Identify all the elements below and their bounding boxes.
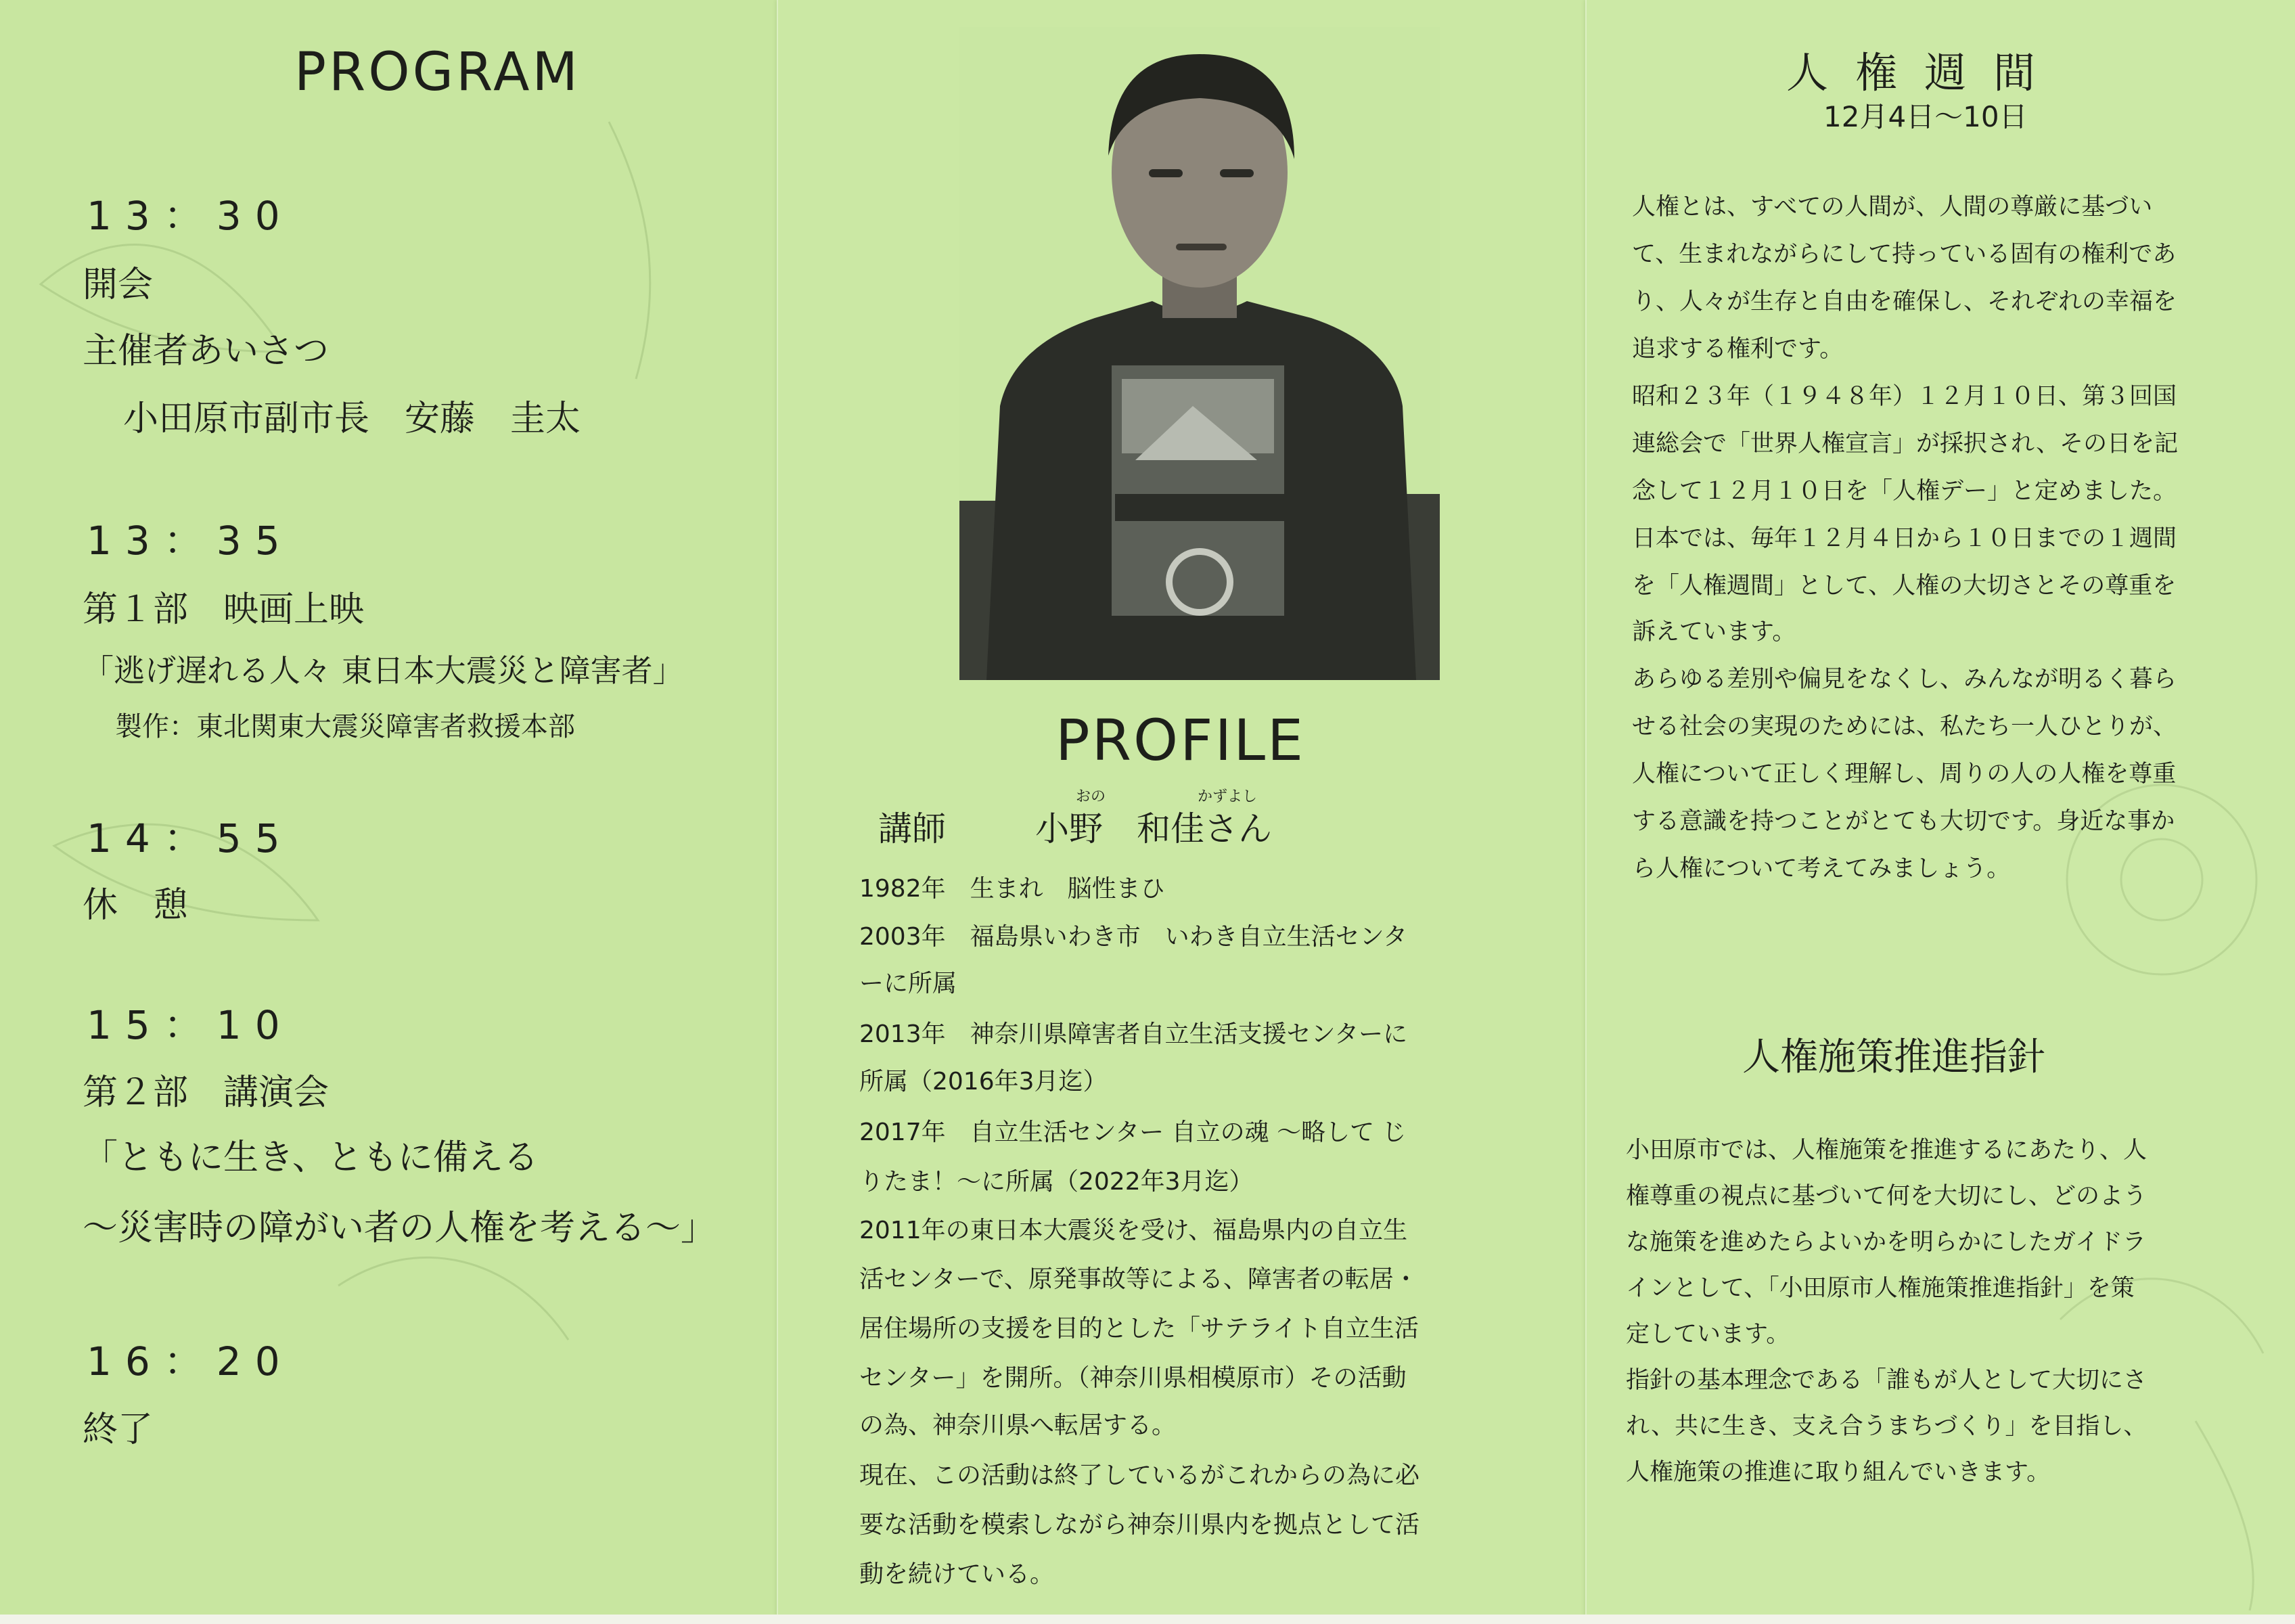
slot1-greeting: 主催者あいさつ (83, 331, 330, 371)
program-panel (0, 0, 778, 1624)
rights-week-line: 日本では、毎年１２月４日から１０日までの１週間 (1632, 525, 2177, 552)
profile-line: 要な活動を模索しながら神奈川県内を拠点として活 (859, 1511, 1420, 1539)
rights-week-line: 追求する権利です。 (1632, 336, 1844, 363)
rights-week-title: 人権週間 (1786, 48, 2063, 97)
rights-week-line: 人権とは、すべての人間が、人間の尊厳に基づい (1632, 194, 2153, 221)
rights-week-line: せる社会の実現のためには、私たち一人ひとりが、 (1632, 713, 2177, 740)
rights-week-dates: 12月4日～10日 (1823, 100, 2028, 133)
profile-line: 2003年 福島県いわき市 いわき自立生活センタ (859, 923, 1408, 951)
policy-line: 権尊重の視点に基づいて何を大切にし、どのよう (1626, 1183, 2148, 1210)
rights-week-line: あらゆる差別や偏見をなくし、みんなが明るく暮ら (1632, 666, 2177, 693)
slot2-credit: 製作：東北関東大震災障害者救援本部 (115, 711, 575, 742)
rights-week-line: り、人々が生存と自由を確保し、それぞれの幸福を (1632, 288, 2177, 315)
policy-line: な施策を進めたらよいかを明らかにしたガイドラ (1626, 1229, 2146, 1256)
profile-line: 現在、この活動は終了しているがこれからの為に必 (859, 1462, 1420, 1489)
slot4-lecture-line2: ～災害時の障がい者の人権を考える～」 (83, 1208, 717, 1248)
speaker-portrait-image (959, 27, 1440, 680)
slot5-close: 終了 (83, 1409, 154, 1450)
rights-week-line: ら人権について考えてみましょう。 (1632, 855, 2011, 882)
profile-line: りたま！～に所属（2022年3月迄） (859, 1168, 1254, 1196)
profile-line: 活センターで、原発事故等による、障害者の転居・ (859, 1265, 1418, 1293)
rights-week-line: て、生まれながらにして持っている固有の権利であ (1632, 241, 2177, 268)
bottom-edge (0, 1615, 2295, 1624)
profile-line: 所属（2016年3月迄） (859, 1068, 1108, 1096)
slot4-part: 第２部 講演会 (83, 1073, 330, 1113)
profile-line: の為、神奈川県へ転居する。 (859, 1412, 1177, 1439)
profile-line: 動を続けている。 (859, 1560, 1055, 1588)
policy-line: 小田原市では、人権施策を推進するにあたり、人 (1626, 1137, 2148, 1164)
slot5-time: 16：20 (87, 1338, 294, 1384)
rights-week-line: 人権について正しく理解し、周りの人の人権を尊重 (1632, 761, 2177, 788)
policy-line: インとして、「小田原市人権施策推進指針」を策 (1626, 1275, 2135, 1302)
slot2-film: 「逃げ遅れる人々 東日本大震災と障害者」 (83, 652, 684, 689)
program-title: PROGRAM (294, 42, 581, 103)
profile-line: 居住場所の支援を目的とした「サテライト自立生活 (859, 1315, 1419, 1343)
slot1-time: 13：30 (87, 193, 294, 239)
profile-line: 2013年 神奈川県障害者自立生活支援センターに (859, 1020, 1408, 1048)
slot4-time: 15：10 (87, 1002, 294, 1048)
rights-week-line: 訴えています。 (1632, 618, 1796, 646)
slot1-open: 開会 (83, 265, 154, 305)
policy-title: 人権施策推進指針 (1742, 1035, 2045, 1079)
profile-line: 1982年 生まれ 脳性まひ (859, 875, 1165, 903)
policy-line: 指針の基本理念である「誰もが人として大切にさ (1626, 1367, 2148, 1394)
profile-line: 2011年の東日本大震災を受け、福島県内の自立生 (859, 1217, 1408, 1244)
profile-line: 2017年 自立生活センター 自立の魂 ～略して じ (859, 1119, 1407, 1146)
rights-week-line: 昭和２３年（１９４８年）１２月１０日、第３回国 (1632, 383, 2177, 410)
slot3-break: 休 憩 (83, 885, 189, 926)
rights-week-line: を「人権週間」として、人権の大切さとその尊重を (1632, 572, 2177, 600)
profile-line: ーに所属 (859, 970, 957, 997)
profile-title: PROFILE (1055, 707, 1306, 773)
policy-line: 人権施策の推進に取り組んでいきます。 (1626, 1459, 2051, 1486)
ruby-family-name: おの (1076, 788, 1106, 805)
policy-line: れ、共に生き、支え合うまちづくり」を目指し、 (1626, 1413, 2148, 1440)
policy-line: 定しています。 (1626, 1321, 1790, 1348)
rights-week-line: 連総会で「世界人権宣言」が採択され、その日を記 (1632, 430, 2179, 457)
speaker-photo (959, 27, 1440, 680)
slot2-part: 第１部 映画上映 (83, 589, 365, 630)
speaker-role: 講師 (878, 809, 946, 849)
slot2-time: 13：35 (87, 518, 294, 564)
ruby-given-name: かずよし (1198, 788, 1258, 805)
slot3-time: 14：55 (87, 815, 294, 861)
rights-week-line: 念して１２月１０日を「人権デー」と定めました。 (1632, 478, 2177, 505)
slot4-lecture-line1: 「ともに生き、ともに備える (83, 1137, 539, 1178)
rights-week-line: する意識を持つことがとても大切です。身近な事か (1632, 808, 2175, 835)
slot1-speaker: 小田原市副市長 安藤 圭太 (123, 399, 581, 439)
speaker-name: 小野 和佳さん (1035, 809, 1272, 849)
profile-line: センター」を開所。（神奈川県相模原市）その活動 (859, 1364, 1407, 1392)
